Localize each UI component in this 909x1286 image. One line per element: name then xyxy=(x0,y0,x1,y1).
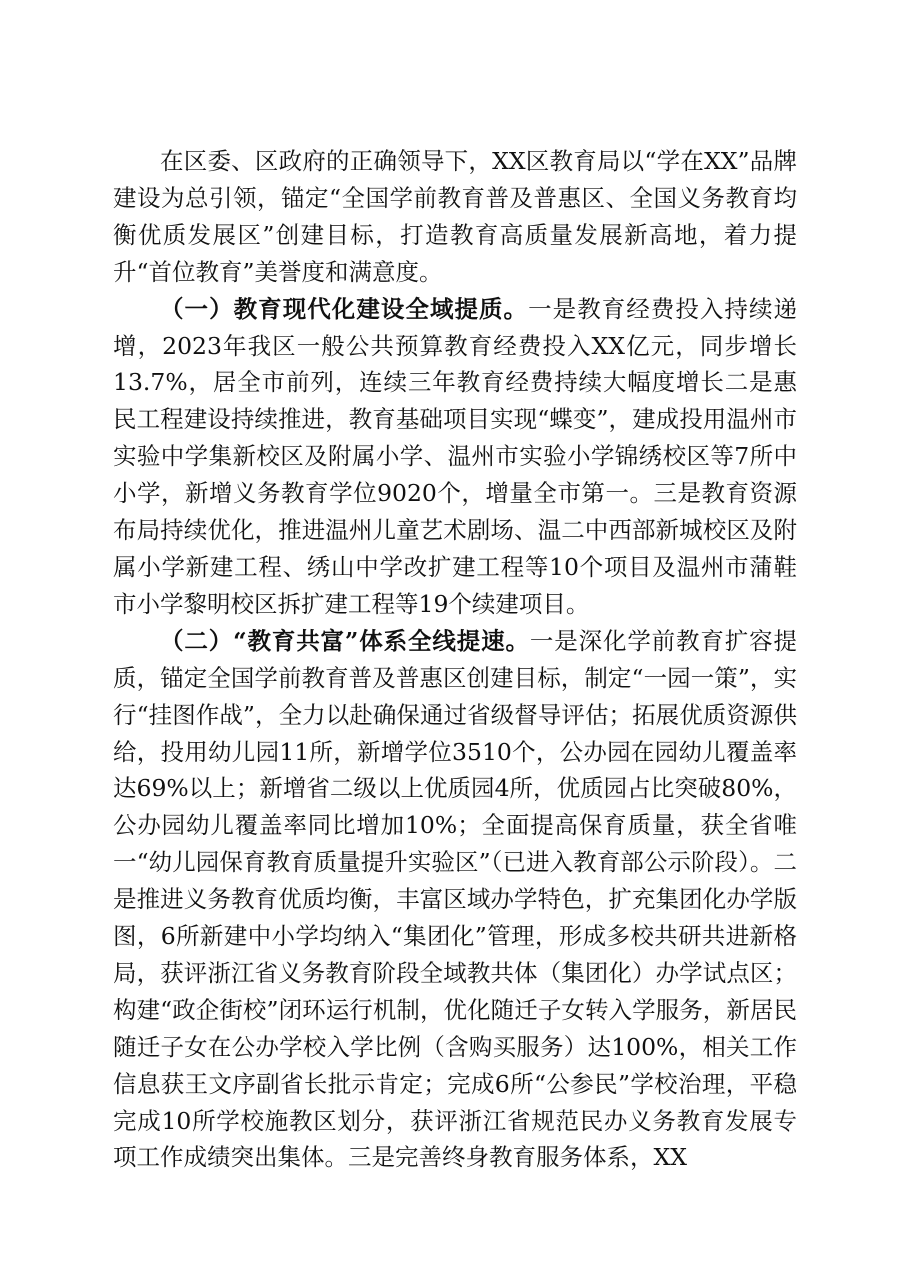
section-2-heading: （二）“教育共富”体系全线提速。 xyxy=(160,626,530,655)
section-2-paragraph xyxy=(113,623,797,1177)
section-2-text: 一是深化学前教育扩容提质，锚定全国学前教育普及普惠区创建目标，制定“一园一策”，实行“挂图作战”，全力以赴确保通过省级督导评估；拓展优质资源供给，投用幼儿园11所，新增学位3510个，公办园在园幼儿覆盖率达69%以上；新增省二级以上优质园4所，优质园占比突破80%，公办园幼儿覆盖率同比增加10%；全面提高保育质量，获全省唯一“幼儿园保育教育质量提升实验区”（已进入教育部公示阶段）。二是推进义务教育优质均衡，丰富区域办学特色，扩充集团化办学版图，6所新建中小学均纳入“集团化”管理，形成多校共研共进新格局，获评浙江省义务教育阶段全域教共体（集团化）办学试点区；构建“政企街校”闭环运行机制，优化随迁子女转入学服务，新居民随迁子女在公办学校入学比例（含购买服务）达100%，相关工作信息获王文序副省长批示肯定；完成6所“公参民”学校治理，平稳完成10所学校施教区划分，获评浙江省规范民办义务教育发展专项工作成绩突出集体。三是完善终身教育服务体系，XX xyxy=(113,626,797,1172)
section-1-heading: （一）教育现代化建设全域提质。 xyxy=(160,294,529,323)
intro-paragraph xyxy=(113,143,797,291)
section-1-paragraph xyxy=(113,291,797,623)
section-1-text: 一是教育经费投入持续递增，2023年我区一般公共预算教育经费投入XX亿元，同步增长13.7%，居全市前列，连续三年教育经费持续大幅度增长二是惠民工程建设持续推进，教育基础项目实现“蝶变”，建成投用温州市实验中学集新校区及附属小学、温州市实验小学锦绣校区等7所中小学，新增义务教育学位9020个，增量全市第一。三是教育资源布局持续优化，推进温州儿童艺术剧场、温二中西部新城校区及附属小学新建工程、绣山中学改扩建工程等10个项目及温州市蒲鞋市小学黎明校区拆扩建工程等19个续建项目。 xyxy=(113,294,798,618)
intro-paragraph-text: 在区委、区政府的正确领导下，XX区教育局以“学在XX”品牌建设为总引领，锚定“全国学前教育普及普惠区、全国义务教育均衡优质发展区”创建目标，打造教育高质量发展新高地，着力提升“首位教育”美誉度和满意度。 xyxy=(113,147,797,286)
document-body xyxy=(113,143,797,1176)
